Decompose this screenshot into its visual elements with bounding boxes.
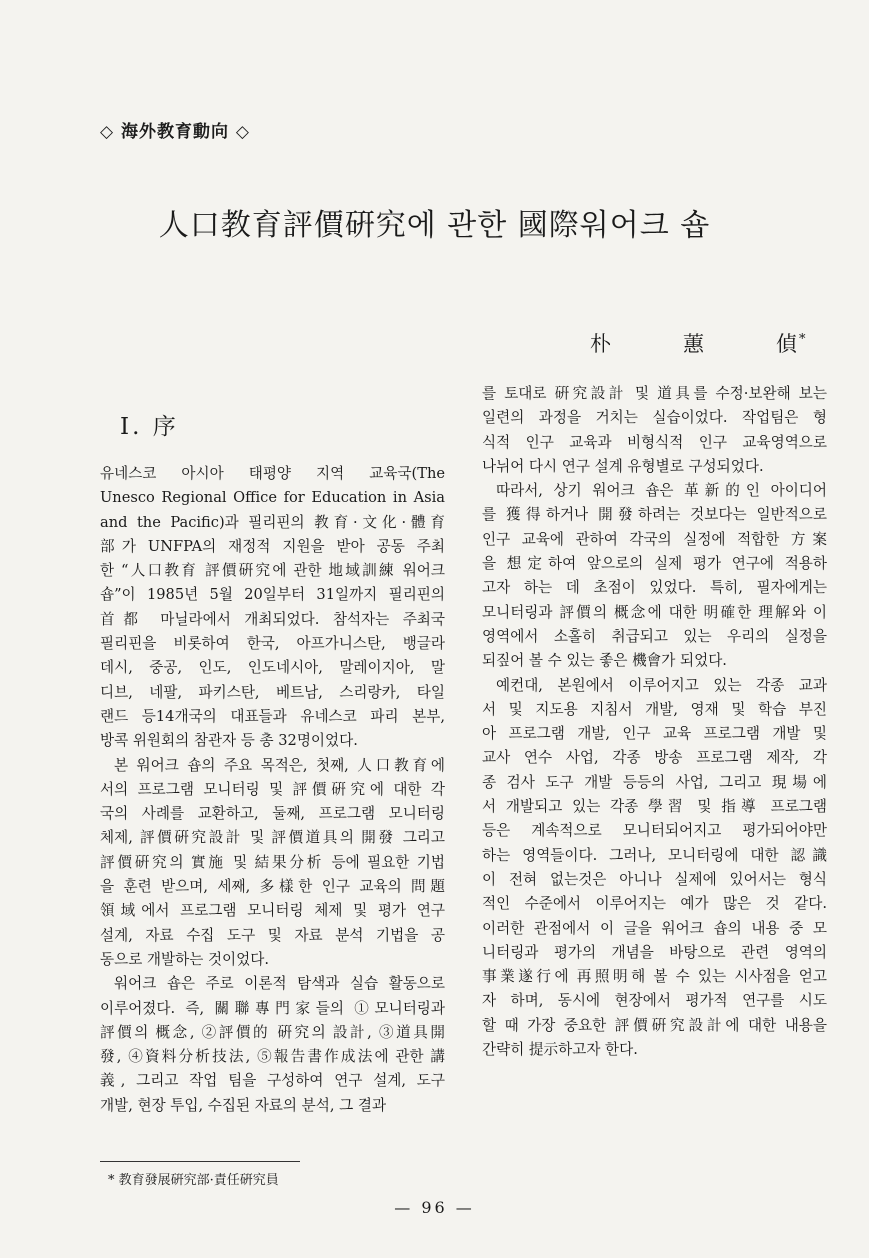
text-line: 를 獲得하거나 開發하려는 것보다는 일반적으로 — [482, 506, 827, 524]
text-line: 義, 그리고 작업 팀을 구성하여 연구 설계, 도구 — [100, 1072, 445, 1090]
text-line: 을 想定하여 앞으로의 실제 평가 연구에 적용하 — [482, 555, 827, 573]
author-name — [590, 328, 808, 358]
author-footnote-marker: * — [799, 332, 808, 347]
text-line: 니터링과 평가의 개념을 바탕으로 관련 영역의 — [482, 943, 827, 961]
text-line: 發, ④資料分析技法, ⑤報告書作成法에 관한 講 — [100, 1048, 445, 1066]
text-line: 워어크 숍은 주로 이론적 탐색과 실습 활동으로 — [114, 975, 445, 993]
text-line: 이 전혀 없는것은 아니나 실제에 있어서는 형식 — [482, 870, 827, 888]
page-number: — 96 — — [394, 1198, 475, 1217]
text-line: 간략히 提示하고자 한다. — [482, 1041, 638, 1059]
text-line: 등은 계속적으로 모니터되어지고 평가되어야만 — [482, 822, 827, 840]
text-line: 교사 연수 사업, 각종 방송 프로그램 제작, 각 — [482, 749, 827, 767]
text-line: 유네스코 아시아 태평양 지역 교육국(The — [100, 465, 445, 482]
text-line: 評價硏究의 實施 및 結果分析 등에 필요한 기법 — [100, 853, 445, 871]
text-line: 評價의 概念, ②評價的 硏究의 設計, ③道具開 — [100, 1023, 445, 1041]
article-title: 人口教育評價硏究에 관한 國際워어크 숍 — [158, 208, 711, 243]
text-line: 고자 하는 데 초점이 있었다. 특히, 필자에게는 — [482, 579, 827, 597]
text-line: 필리핀을 비롯하여 한국, 아프가니스탄, 뱅글라 — [100, 635, 445, 653]
text-line: 적인 수준에서 이루어지는 예가 많은 것 같다. — [482, 895, 827, 913]
text-line: 을 훈련 받으며, 세째, 多樣한 인구 교육의 問題 — [100, 878, 445, 896]
text-line: 따라서, 상기 워어크 숍은 革新的인 아이디어 — [496, 482, 827, 500]
text-line: 종 검사 도구 개발 등등의 사업, 그리고 現場에 — [482, 773, 827, 791]
text-line: and the Pacific)과 필리핀의 教育·文化·體育 — [100, 513, 445, 531]
text-line: 部가 UNFPA의 재정적 지원을 받아 공동 주최 — [100, 537, 445, 555]
text-line: 아 프로그램 개발, 인구 교육 프로그램 개발 및 — [482, 725, 827, 743]
text-line: 국의 사례를 교환하고, 둘째, 프로그램 모니터링 — [100, 805, 445, 823]
text-line: 서 및 지도용 지침서 개발, 영재 및 학습 부진 — [482, 700, 827, 718]
text-line: 영역에서 소홀히 취급되고 있는 우리의 실정을 — [482, 627, 827, 645]
text-line: 본 워어크 숍의 주요 목적은, 첫째, 人口教育에 — [114, 756, 445, 774]
text-line: 방콕 위원회의 참관자 등 총 32명이었다. — [100, 732, 358, 750]
text-line: 서의 프로그램 모니터링 및 評價硏究에 대한 각 — [100, 780, 445, 798]
text-line: 나뉘어 다시 연구 설계 유형별로 구성되었다. — [482, 457, 764, 475]
text-line: 이루어졌다. 즉, 關聯專門家들의 ①모니터링과 — [100, 999, 445, 1017]
text-line: 식적 인구 교육과 비형식적 인구 교육영역으로 — [482, 433, 827, 451]
text-line: 체제, 評價硏究設計 및 評價道具의 開發 그리고 — [100, 829, 445, 847]
text-line: Unesco Regional Office for Education in Asia — [100, 489, 445, 507]
text-line: 할 때 가장 중요한 評價硏究設計에 대한 내용을 — [482, 1016, 827, 1034]
text-line: 동으로 개발하는 것이었다. — [100, 950, 269, 968]
text-line: 예컨대, 본원에서 이루어지고 있는 각종 교과 — [496, 676, 827, 694]
text-line: 首都 마닐라에서 개최되었다. 참석자는 주최국 — [100, 610, 445, 628]
text-line: 개발, 현장 투입, 수집된 자료의 분석, 그 결과 — [100, 1096, 387, 1114]
text-line: 모니터링과 評價의 概念에 대한 明確한 理解와 이 — [482, 603, 827, 621]
text-line: 랜드 등14개국의 대표들과 유네스코 파리 본부, — [100, 707, 445, 725]
text-line: 되짚어 볼 수 있는 좋은 機會가 되었다. — [482, 652, 727, 670]
text-line: 일련의 과정을 거치는 실습이었다. 작업팀은 형 — [482, 409, 827, 427]
text-line: 데시, 중공, 인도, 인도네시아, 말레이지아, 말 — [100, 659, 445, 677]
text-line: 이러한 관점에서 이 글을 워어크 숍의 내용 중 모 — [482, 919, 827, 937]
author-name-part-2: 蕙 — [683, 332, 706, 356]
text-line: 인구 교육에 관하여 각국의 실정에 적합한 方案 — [482, 530, 827, 548]
body-column-right — [482, 382, 827, 1062]
author-name-part-3: 偵 — [776, 332, 799, 356]
text-line: 事業遂行에 再照明해 볼 수 있는 시사점을 얻고 — [482, 968, 827, 986]
author-name-part-1: 朴 — [590, 332, 613, 356]
body-column-left — [100, 462, 445, 1118]
text-line: 하는 영역들이다. 그러나, 모니터링에 대한 認識 — [482, 846, 827, 864]
text-line: 설계, 자료 수집 도구 및 자료 분석 기법을 공 — [100, 926, 445, 944]
section-heading: Ⅰ. 序 — [120, 414, 179, 440]
text-line: 서 개발되고 있는 각종 學習 및 指導 프로그램 — [482, 798, 827, 816]
text-line: 를 토대로 硏究設計 및 道具를 수정·보완해 보는 — [482, 385, 827, 402]
text-line: 자 하며, 동시에 현장에서 평가적 연구를 시도 — [482, 992, 827, 1010]
section-label: ◇ 海外教育動向 ◇ — [100, 122, 250, 142]
text-line: 숍”이 1985년 5월 20일부터 31일까지 필리핀의 — [100, 586, 445, 604]
text-line: 領域에서 프로그램 모니터링 체제 및 평가 연구 — [100, 902, 445, 920]
footnote-divider — [100, 1161, 300, 1162]
text-line: 디브, 네팔, 파키스탄, 베트남, 스리랑카, 타일 — [100, 683, 445, 701]
text-line: 한 “人口教育 評價硏究에 관한 地域訓練 워어크 — [100, 562, 445, 580]
footnote: * 教育發展硏究部·責任硏究員 — [108, 1173, 279, 1188]
